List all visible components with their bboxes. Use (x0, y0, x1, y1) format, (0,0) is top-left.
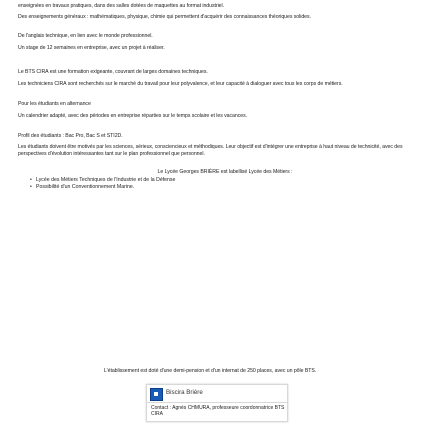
bullet-icon: • (30, 184, 32, 190)
paragraph-enseignements: Des enseignements généraux : mathématiques, physique, chimie qui permettent d'acquérir des connaissances théoriques solides. (18, 14, 311, 20)
lycee-item (30, 177, 356, 184)
paragraph-stage: Un stage de 12 semaines en entreprise, avec un projet à réaliser. (18, 45, 165, 51)
contact-text: Contact : Agnès CHMURA, professeure coordonnatrice BTS CIRA (151, 405, 285, 417)
paragraph-calendrier: Un calendrier adapté, avec des périodes en entreprise réparties sur le temps scolaire et les vacances. (18, 113, 248, 119)
paragraph-formation: Le BTS CIRA est une formation exigeante, couvrant de larges domaines techniques. (18, 69, 208, 75)
paragraph-motivation: Les étudiants doivent être motivés par les sciences, sérieux, consciencieux et méthodiques. Leur objectif est d'intégrer une entreprise à haut niveau de technicité, avec des perspectives d'évolution intéressantes tant sur le plan professionnel que personnel. (18, 144, 403, 157)
paragraph-alternance-heading: Pour les étudiants en alternance (18, 101, 91, 107)
paragraph-anglais: De l'anglais technique, en lien avec le monde professionnel. (18, 33, 153, 39)
footer-box (146, 384, 288, 422)
lycee-item-text: Possibilité d'un Conventionnement Marine. (36, 184, 135, 190)
paragraph-techniciens: Les techniciens CIRA sont recherchés sur le marché du travail pour leur polyvalence, et leur capacité à dialoguer avec tous les corps de métiers. (18, 81, 343, 87)
internat-paragraph: L'établissement est doté d'une demi-pension et d'un internat de 250 places, avec un pôle BTS. (103, 368, 317, 374)
footer-divider (147, 402, 287, 403)
school-name: Biscira Brière (166, 389, 203, 396)
school-logo-icon (150, 388, 163, 401)
bullet-icon: • (30, 177, 32, 183)
paragraph-profil: Profil des étudiants : Bac Pro, Bac S et STI2D. (18, 133, 123, 139)
paragraph-tp: enseignées en travaux pratiques, dans des salles dotées de maquettes au format industriel. (18, 3, 225, 9)
lycee-item (30, 184, 356, 191)
lycee-label: Le Lycée Georges BRIÈRE est labellisé Lycée des Métiers : (157, 169, 293, 175)
lycee-item-text: Lycée des Métiers Techniques de l'Industrie et de la Défense (36, 177, 176, 183)
